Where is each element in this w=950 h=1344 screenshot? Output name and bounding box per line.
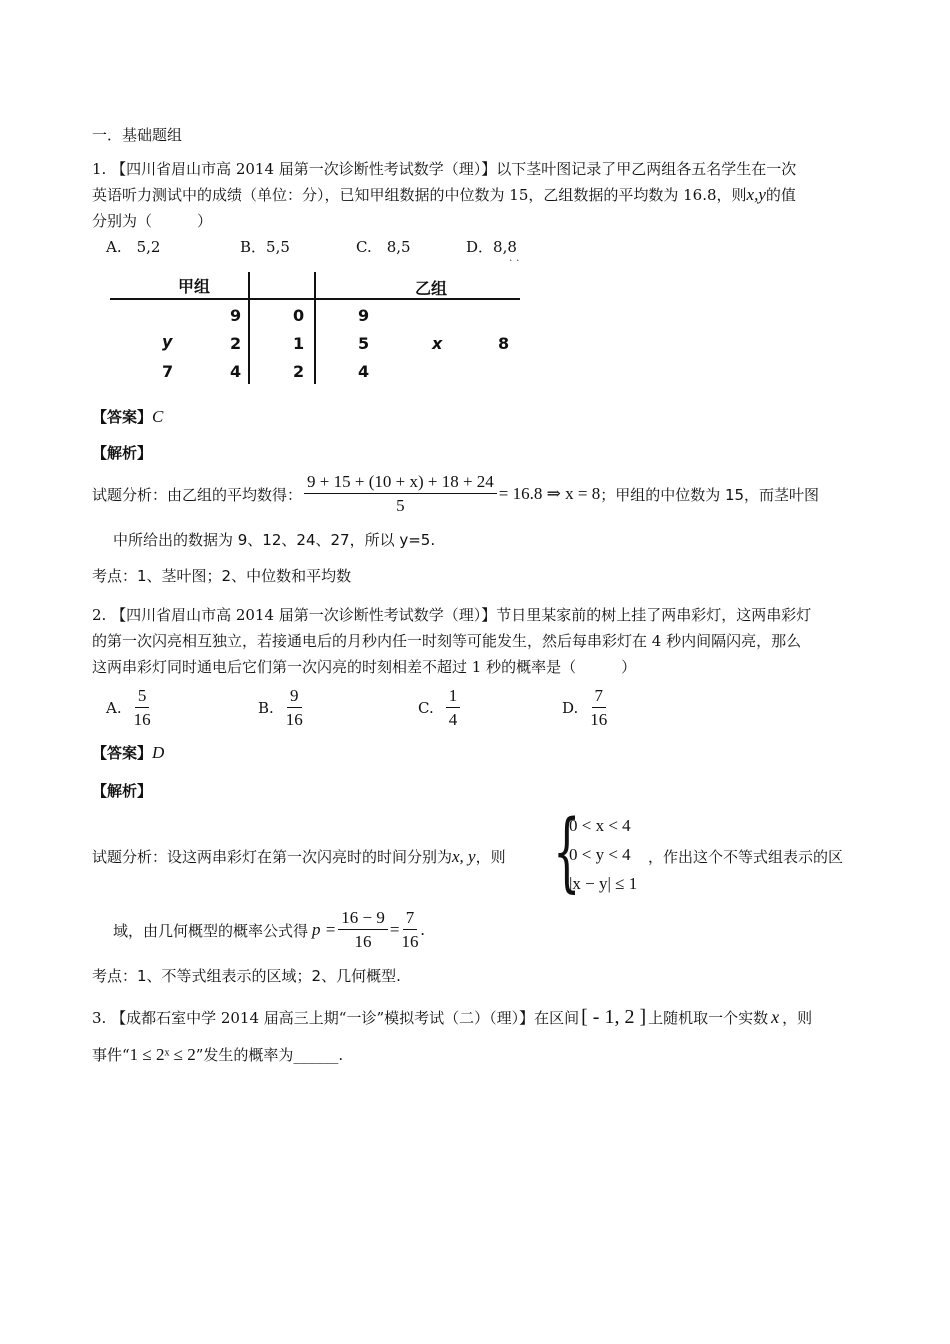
- q3-text-line2: [92, 1044, 343, 1065]
- stem-leaf-r1-right: 5: [358, 334, 370, 353]
- q2-p-den2: 16: [401, 932, 419, 951]
- q2-option-c-fraction: [446, 686, 461, 730]
- stem-leaf-r2-right: 4: [358, 362, 370, 381]
- q2-then: ，则: [475, 848, 506, 866]
- stem-leaf-figure: [110, 266, 530, 386]
- q1-option-d: D．8,8: [466, 238, 517, 256]
- q2-option-a-label: A.: [106, 699, 122, 717]
- q3-text-line1-b: 上随机取一个实数: [648, 1009, 769, 1027]
- q1-answer: [92, 406, 163, 427]
- q3-text-line1-c: ，则: [782, 1009, 813, 1027]
- q2-option-b-num: 9: [287, 686, 302, 708]
- q1-answer-label: 【答案】: [92, 408, 153, 426]
- q2-system-rows: [569, 811, 637, 898]
- q2-p-num1: 16 − 9: [338, 908, 388, 930]
- q2-analysis-suffix: ，作出这个不等式组表示的区: [648, 848, 844, 866]
- q2-option-c-den: 4: [448, 710, 458, 729]
- stem-leaf-r1-left-far: y: [162, 332, 173, 351]
- stem-leaf-vline-right: [314, 272, 316, 384]
- q3-text-line2-a: 事件“: [92, 1046, 130, 1064]
- q2-analysis-prefix-line: [92, 846, 506, 867]
- q2-option-c-num: 1: [446, 686, 461, 708]
- section-title: 一．基础题组: [92, 126, 183, 144]
- q2-option-b-den: 16: [285, 710, 303, 729]
- q1-fraction-result: = 16.8 ⇒ x = 8: [498, 484, 601, 503]
- q1-analysis-line2: 中所给出的数据为 9、12、24、27，所以 y=5.: [113, 531, 436, 549]
- stem-leaf-r0-left: 9: [230, 306, 242, 325]
- q3-interval: [ - 1, 2 ]: [581, 1006, 647, 1028]
- q2-analysis-prefix: 试题分析：设这两串彩灯在第一次闪亮时的时间分别为: [92, 848, 453, 866]
- q1-option-a: A. 5,2: [106, 238, 161, 256]
- q1-text-line3: 分别为（ ）: [92, 212, 213, 230]
- q2-text-line2: 的第一次闪亮相互独立，若接通电后的月秒内任一时刻等可能发生，然后每串彩灯在 4 秒内间隔闪亮，那么: [92, 632, 802, 650]
- q2-option-b-fraction: [286, 686, 303, 730]
- stem-leaf-r1-left: 2: [230, 334, 242, 353]
- q1-analysis-label: 【解析】: [92, 444, 153, 462]
- q2-p-end: .: [420, 920, 425, 939]
- stem-leaf-vline-left: [248, 272, 250, 384]
- q2-text-line3: 这两串彩灯同时通电后它们第一次闪亮的时刻相差不超过 1 秒的概率是（ ）: [92, 658, 637, 676]
- stem-leaf-r2-left-far: 7: [162, 362, 174, 381]
- q2-system-row-3: |x − y| ≤ 1: [569, 874, 638, 893]
- stem-leaf-header-right: 乙组: [415, 279, 448, 298]
- stem-leaf-header-left: 甲组: [178, 277, 211, 296]
- q2-system-brace: {: [553, 802, 581, 902]
- q1-text-line2-a: 英语听力测试中的成绩（单位：分），已知甲组数据的中位数为 15，乙组数据的平均数为 16.8，则: [92, 186, 747, 204]
- q1-text-line2-b: 的值: [765, 186, 796, 204]
- q2-option-c-label: C.: [418, 699, 434, 717]
- q3-text-line1: [92, 1006, 812, 1029]
- stem-leaf-r1-stem: 1: [293, 334, 305, 353]
- q3-text-line1-a: 3. 【成都石室中学 2014 届高三上期“一诊”模拟考试（二）（理）】在区间: [92, 1009, 580, 1027]
- q1-fraction-numerator: 9 + 15 + (10 + x) + 18 + 24: [304, 472, 497, 494]
- scan-artifact-dots: · ·: [509, 254, 520, 267]
- q2-option-a-fraction: [134, 686, 151, 730]
- stem-leaf-r2-stem: 2: [293, 362, 305, 381]
- q2-p-eq: =: [389, 920, 400, 939]
- q1-fraction-denominator: 5: [396, 496, 405, 515]
- stem-leaf-r0-right: 9: [358, 306, 370, 325]
- q2-option-d-num: 7: [592, 686, 607, 708]
- q3-event-expr: 1 ≤ 2ˣ ≤ 2: [129, 1044, 196, 1064]
- q2-option-d-fraction: [590, 686, 607, 730]
- q2-option-a: [106, 686, 153, 730]
- stem-leaf-r2-left: 4: [230, 362, 242, 381]
- q2-answer-label: 【答案】: [92, 744, 153, 762]
- q3-text-line2-b: ”发生的概率为______.: [195, 1046, 344, 1064]
- stem-leaf-r1-x: x: [432, 334, 443, 353]
- q2-option-d-label: D.: [562, 699, 579, 717]
- q1-text-line1: 1. 【四川省眉山市高 2014 届第一次诊断性考试数学（理）】以下茎叶图记录了甲乙两组各五名学生在一次: [92, 160, 797, 178]
- q2-option-b: [258, 686, 305, 730]
- q1-option-c: C. 8,5: [356, 238, 411, 256]
- q2-p-num2: 7: [403, 908, 418, 930]
- q2-option-c: [418, 686, 462, 730]
- q2-text-line1: 2. 【四川省眉山市高 2014 届第一次诊断性考试数学（理）】节日里某家前的树上挂了两串彩灯，这两串彩灯: [92, 606, 812, 624]
- q2-option-d: [562, 686, 609, 730]
- q1-kaodian: 考点：1、茎叶图；2、中位数和平均数: [92, 567, 352, 585]
- q2-line2-prefix: 域，由几何概型的概率公式得: [113, 921, 309, 940]
- q2-option-d-den: 16: [590, 710, 608, 729]
- q1-answer-value: C: [152, 407, 164, 426]
- q2-kaodian: 考点：1、不等式组表示的区域；2、几何概型.: [92, 967, 401, 985]
- q2-p-lhs: p =: [312, 920, 337, 939]
- q2-option-a-den: 16: [133, 710, 151, 729]
- q1-option-b: B．5,5: [240, 238, 290, 256]
- q2-system-row-2: 0 < y < 4: [569, 845, 631, 864]
- q1-analysis-suffix: ；甲组的中位数为 15，而茎叶图: [600, 485, 820, 504]
- q2-analysis-line2: [113, 908, 425, 952]
- q1-vars: x,y: [746, 185, 766, 204]
- q2-analysis-label: 【解析】: [92, 782, 153, 800]
- q3-var: x: [771, 1007, 780, 1027]
- q1-analysis-line1: [92, 472, 819, 516]
- q2-answer-value: D: [152, 743, 165, 762]
- q1-analysis-prefix: 试题分析：由乙组的平均数得：: [92, 485, 303, 504]
- q2-p-fraction-2: [401, 908, 418, 952]
- q1-text-line2: [92, 184, 796, 205]
- q2-option-a-num: 5: [135, 686, 150, 708]
- stem-leaf-r1-right-far: 8: [498, 334, 510, 353]
- q2-p-fraction-1: [338, 908, 388, 952]
- q2-answer: [92, 742, 164, 763]
- q2-p-den1: 16: [354, 932, 372, 951]
- q1-analysis-fraction: [304, 472, 497, 516]
- q2-system-row-1: 0 < x < 4: [569, 816, 631, 835]
- q2-vars: x, y: [452, 847, 476, 866]
- stem-leaf-r0-stem: 0: [293, 306, 305, 325]
- q2-option-b-label: B.: [258, 699, 274, 717]
